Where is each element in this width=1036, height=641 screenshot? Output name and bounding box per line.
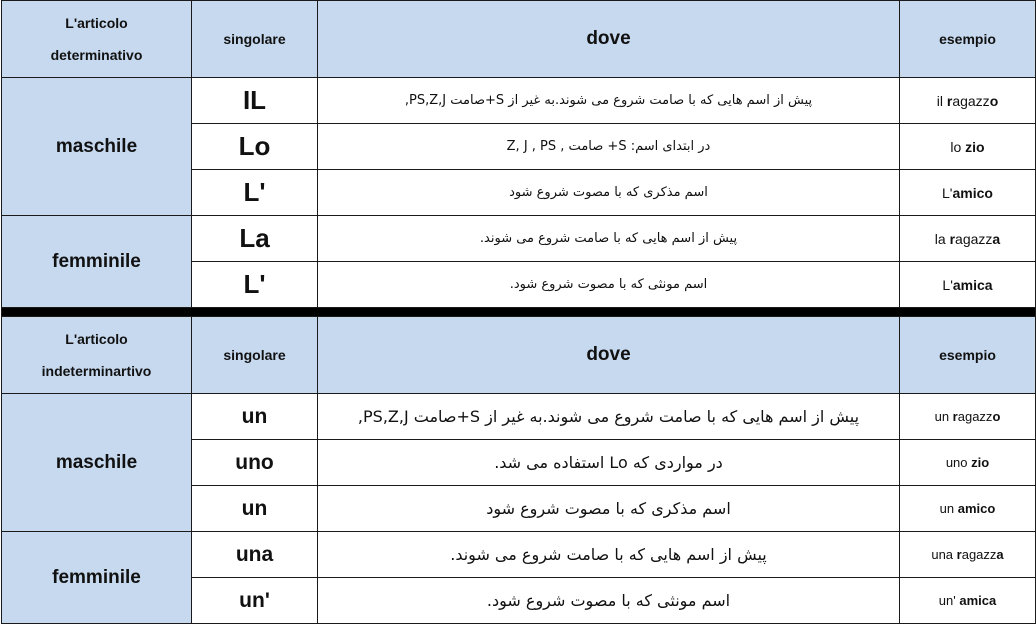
article-cell: IL	[192, 78, 318, 124]
table-row	[2, 394, 1036, 440]
gender-maschile: maschile	[2, 394, 192, 532]
dove-cell: اسم مذکری که با مصوت شروع شود	[318, 486, 900, 532]
article-cell: una	[192, 532, 318, 578]
example-cell: lo zio	[900, 124, 1036, 170]
dove-cell: در ابتدای اسم: S+ صامت , Z, J , PS	[318, 124, 900, 170]
table-row	[2, 532, 1036, 578]
dove-cell: اسم مذکری که با مصوت شروع شود	[318, 170, 900, 216]
section2-header-row	[2, 317, 1036, 394]
dove-cell: در مواردی که Lo استفاده می شد.	[318, 440, 900, 486]
header-col1-line2: indeterminartivo	[41, 363, 152, 379]
article-cell: un'	[192, 578, 318, 624]
header-col1-line1: L'articolo	[65, 15, 128, 31]
articles-table	[1, 0, 1036, 624]
article-cell: L'	[192, 170, 318, 216]
example-cell: il ragazzo	[900, 78, 1036, 124]
header-dove: dove	[318, 317, 900, 394]
article-cell: La	[192, 216, 318, 262]
article-cell: un	[192, 486, 318, 532]
header-articolo-determinativo	[2, 1, 192, 78]
dove-cell: پیش از اسم هایی که با صامت شروع می شوند.	[318, 532, 900, 578]
example-cell: un amico	[900, 486, 1036, 532]
header-singolare: singolare	[192, 317, 318, 394]
dove-cell: پیش از اسم هایی که با صامت شروع می شوند.به غیر از S+صامت PS,Z,J,	[318, 394, 900, 440]
article-cell: L'	[192, 262, 318, 308]
gender-femminile: femminile	[2, 532, 192, 624]
header-dove: dove	[318, 1, 900, 78]
header-col1-line2: determinativo	[50, 47, 143, 63]
article-cell: un	[192, 394, 318, 440]
example-cell: L'amico	[900, 170, 1036, 216]
table-row	[2, 78, 1036, 124]
header-esempio: esempio	[900, 317, 1036, 394]
section-divider	[2, 308, 1036, 317]
gender-femminile: femminile	[2, 216, 192, 308]
example-cell: un' amica	[900, 578, 1036, 624]
table-row	[2, 216, 1036, 262]
header-singolare: singolare	[192, 1, 318, 78]
example-cell: uno zio	[900, 440, 1036, 486]
example-cell: una ragazza	[900, 532, 1036, 578]
divider-bar	[2, 308, 1036, 317]
article-cell: Lo	[192, 124, 318, 170]
header-articolo-indeterminativo	[2, 317, 192, 394]
example-cell: L'amica	[900, 262, 1036, 308]
article-cell: uno	[192, 440, 318, 486]
dove-cell: پیش از اسم هایی که با صامت شروع می شوند.به غیر از S+صامت PS,Z,J,	[318, 78, 900, 124]
example-cell: la ragazza	[900, 216, 1036, 262]
dove-cell: اسم مونثی که با مصوت شروع شود.	[318, 578, 900, 624]
gender-maschile: maschile	[2, 78, 192, 216]
header-esempio: esempio	[900, 1, 1036, 78]
example-cell: un ragazzo	[900, 394, 1036, 440]
dove-cell: پیش از اسم هایی که با صامت شروع می شوند.	[318, 216, 900, 262]
header-col1-line1: L'articolo	[65, 331, 128, 347]
section1-header-row	[2, 1, 1036, 78]
dove-cell: اسم مونثی که با مصوت شروع شود.	[318, 262, 900, 308]
